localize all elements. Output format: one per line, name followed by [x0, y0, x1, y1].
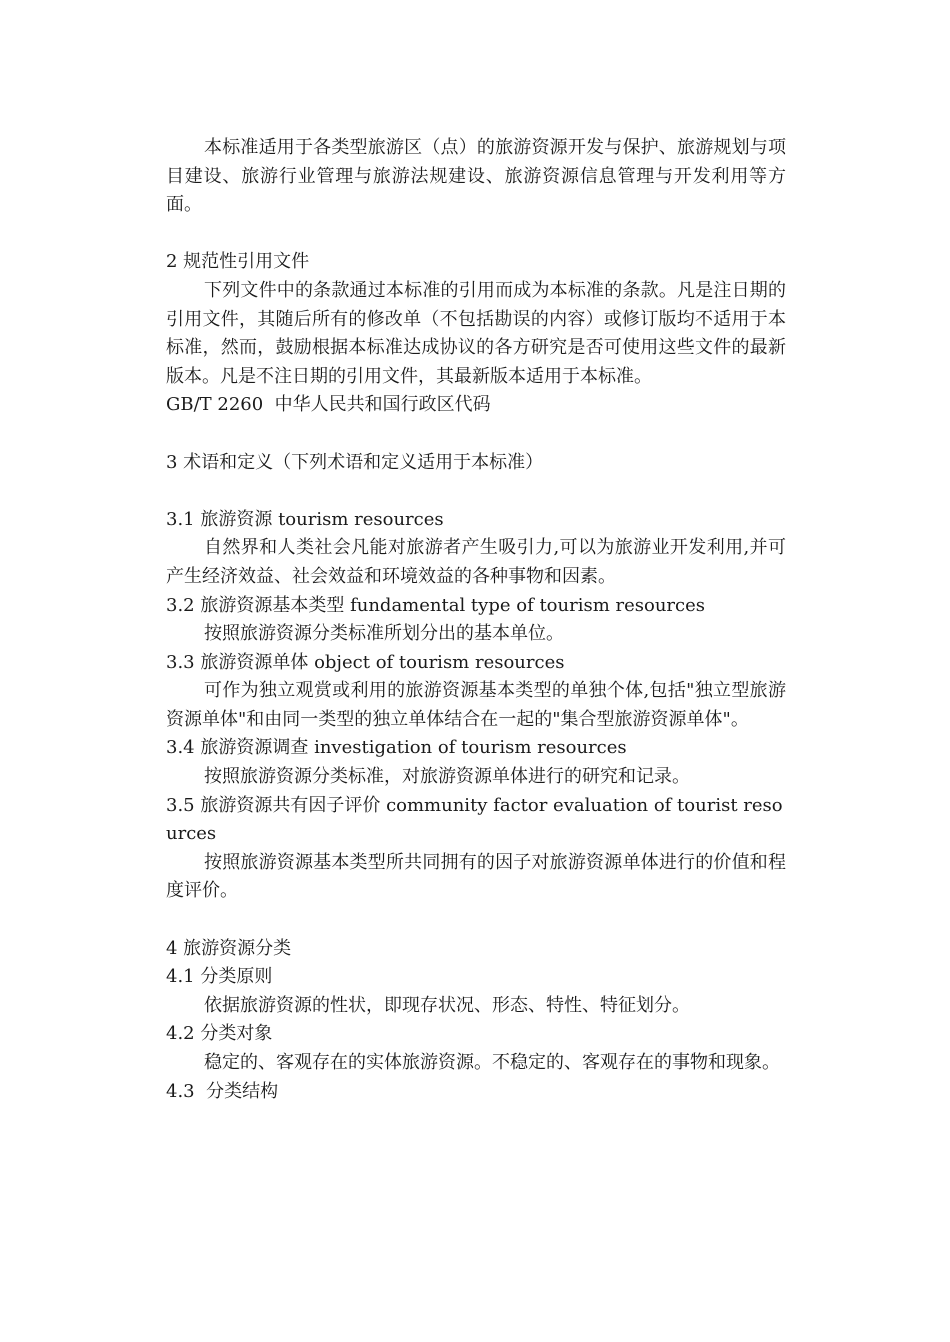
section-2-paragraph: 下列文件中的条款通过本标准的引用而成为本标准的条款。凡是注日期的引用文件，其随后所有的修改单（不包括勘误的内容）或修订版均不适用于本标准，然而，鼓励根据本标准达成协议的各方研究是否可使用这些文件的最新版本。凡是不注日期的引用文件，其最新版本适用于本标准。	[166, 279, 786, 387]
section-4-heading: 4 旅游资源分类	[166, 937, 292, 959]
section-4-2-label: 4.2 分类对象	[166, 1023, 273, 1045]
term-3-5-definition: 按照旅游资源基本类型所共同拥有的因子对旅游资源单体进行的价值和程度评价。	[166, 851, 786, 902]
section-4-2-text: 稳定的、客观存在的实体旅游资源。不稳定的、客观存在的事物和现象。	[204, 1052, 780, 1073]
section-2-heading: 2 规范性引用文件	[166, 251, 310, 273]
term-3-2-label: 3.2 旅游资源基本类型 fundamental type of tourism resources	[166, 594, 705, 616]
spacer	[166, 420, 786, 449]
scope-paragraph: 本标准适用于各类型旅游区（点）的旅游资源开发与保护、旅游规划与项目建设、旅游行业管理与旅游法规建设、旅游资源信息管理与开发利用等方面。	[166, 137, 786, 216]
spacer	[166, 906, 786, 935]
term-3-5-label: 3.5 旅游资源共有因子评价 community factor evaluation of tourist resources	[166, 794, 783, 845]
term-3-1-label: 3.1 旅游资源 tourism resources	[166, 508, 444, 530]
term-3-3-label: 3.3 旅游资源单体 object of tourism resources	[166, 651, 565, 673]
section-4-1-label: 4.1 分类原则	[166, 966, 273, 988]
term-3-4-definition: 按照旅游资源分类标准，对旅游资源单体进行的研究和记录。	[204, 766, 690, 788]
term-3-3-definition: 可作为独立观赏或利用的旅游资源基本类型的单独个体,包括"独立型旅游资源单体"和由同一类型的独立单体结合在一起的"集合型旅游资源单体"。	[166, 680, 786, 730]
section-4-1-text: 依据旅游资源的性状，即现存状况、形态、特性、特征划分。	[204, 994, 690, 1016]
term-3-4-label: 3.4 旅游资源调查 investigation of tourism resources	[166, 737, 627, 759]
term-3-1-definition: 自然界和人类社会凡能对旅游者产生吸引力,可以为旅游业开发利用,并可产生经济效益、社会效益和环境效益的各种事物和因素。	[166, 537, 786, 587]
spacer	[166, 220, 786, 249]
document-page	[166, 134, 786, 1106]
section-3-heading: 3 术语和定义（下列术语和定义适用于本标准）	[166, 451, 544, 473]
normative-reference: GB/T 2260 中华人民共和国行政区代码	[166, 394, 491, 416]
term-3-2-definition: 按照旅游资源分类标准所划分出的基本单位。	[204, 623, 564, 645]
section-4-3-label: 4.3 分类结构	[166, 1080, 279, 1102]
spacer	[166, 477, 786, 506]
